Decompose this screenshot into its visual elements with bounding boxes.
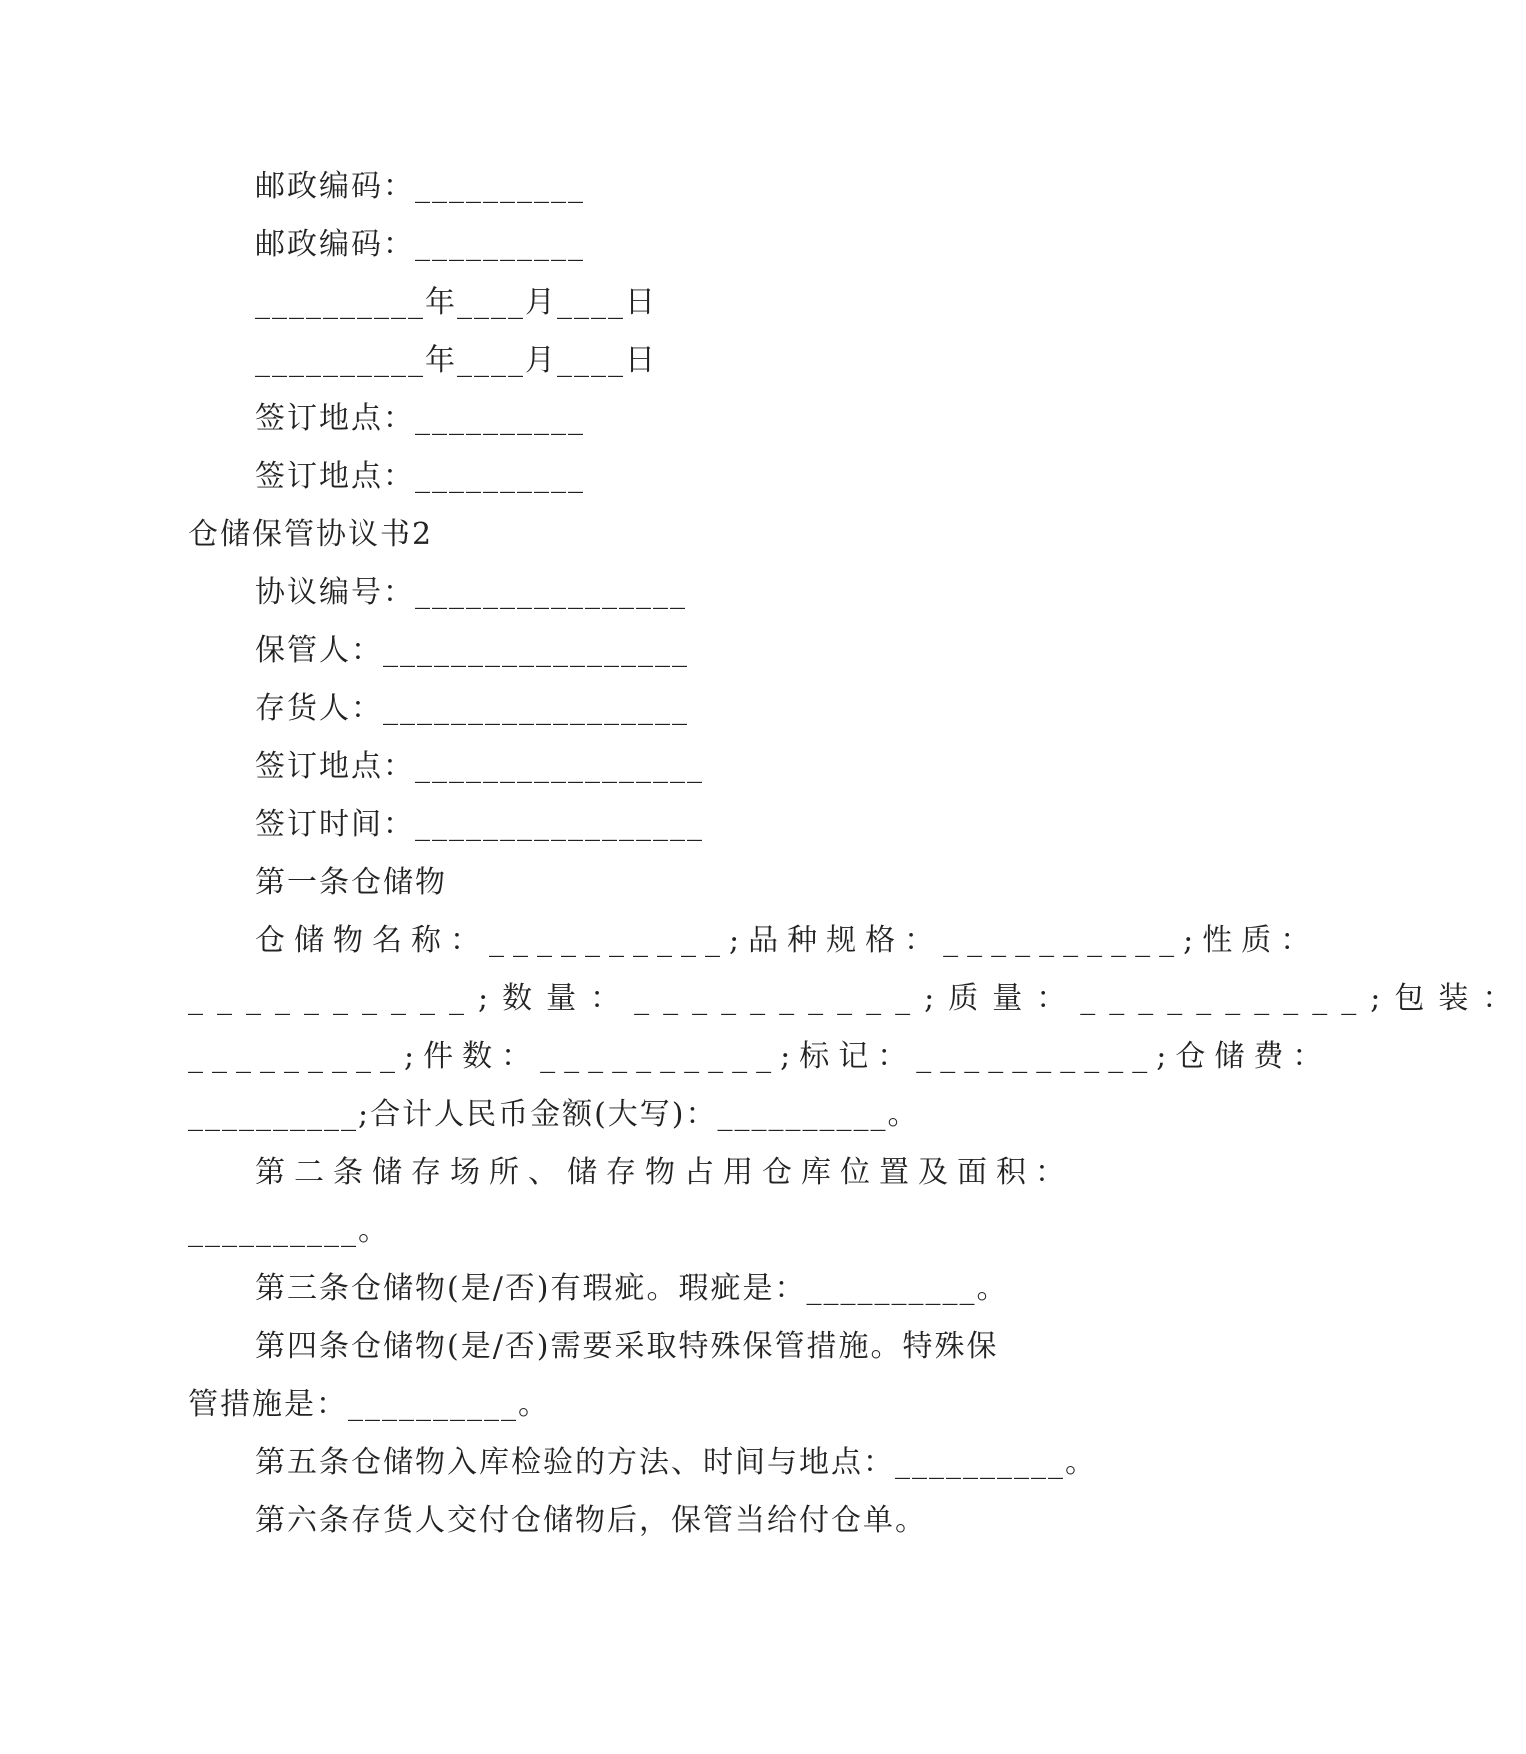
article-5-text: 第五条仓储物入库检验的方法、时间与地点：__________。 xyxy=(255,1445,1097,1480)
article-3-text: 第三条仓储物(是/否)有瑕疵。瑕疵是：__________。 xyxy=(255,1271,1009,1306)
date-line-1: __________年____月____日 xyxy=(255,285,657,320)
postal-code-line-2: 邮政编码：__________ xyxy=(255,227,585,262)
article-1-body-2: __________;数量：__________;质量：__________;包装： xyxy=(188,981,1526,1016)
article-4-continued: 管措施是：__________。 xyxy=(188,1387,550,1422)
article-1-body-1: 仓储物名称：__________;品种规格：__________;性质： xyxy=(255,923,1320,958)
signing-place-line-3: 签订地点：_________________ xyxy=(255,749,704,784)
depositor-line: 存货人：__________________ xyxy=(255,691,689,726)
article-1-body-4: __________;合计人民币金额(大写)：__________。 xyxy=(188,1097,920,1132)
signing-time-line: 签订时间：_________________ xyxy=(255,807,704,842)
article-6-text: 第六条存货人交付仓储物后，保管当给付仓单。 xyxy=(255,1503,927,1538)
article-4-text: 第四条仓储物(是/否)需要采取特殊保管措施。特殊保 xyxy=(255,1329,999,1364)
signing-place-line-2: 签订地点：__________ xyxy=(255,459,585,494)
agreement-number-line: 协议编号：________________ xyxy=(255,575,687,610)
document-title: 仓储保管协议书2 xyxy=(188,517,434,552)
article-2-blank: __________。 xyxy=(188,1213,390,1248)
date-line-2: __________年____月____日 xyxy=(255,343,657,378)
postal-code-line-1: 邮政编码：__________ xyxy=(255,169,585,204)
article-2-text: 第二条储存场所、储存物占用仓库位置及面积： xyxy=(255,1155,1074,1190)
article-1-heading: 第一条仓储物 xyxy=(255,865,447,900)
custodian-line: 保管人：__________________ xyxy=(255,633,689,668)
article-1-body-3: _________;件数：__________;标记：__________;仓储费： xyxy=(188,1039,1332,1074)
signing-place-line-1: 签订地点：__________ xyxy=(255,401,585,436)
